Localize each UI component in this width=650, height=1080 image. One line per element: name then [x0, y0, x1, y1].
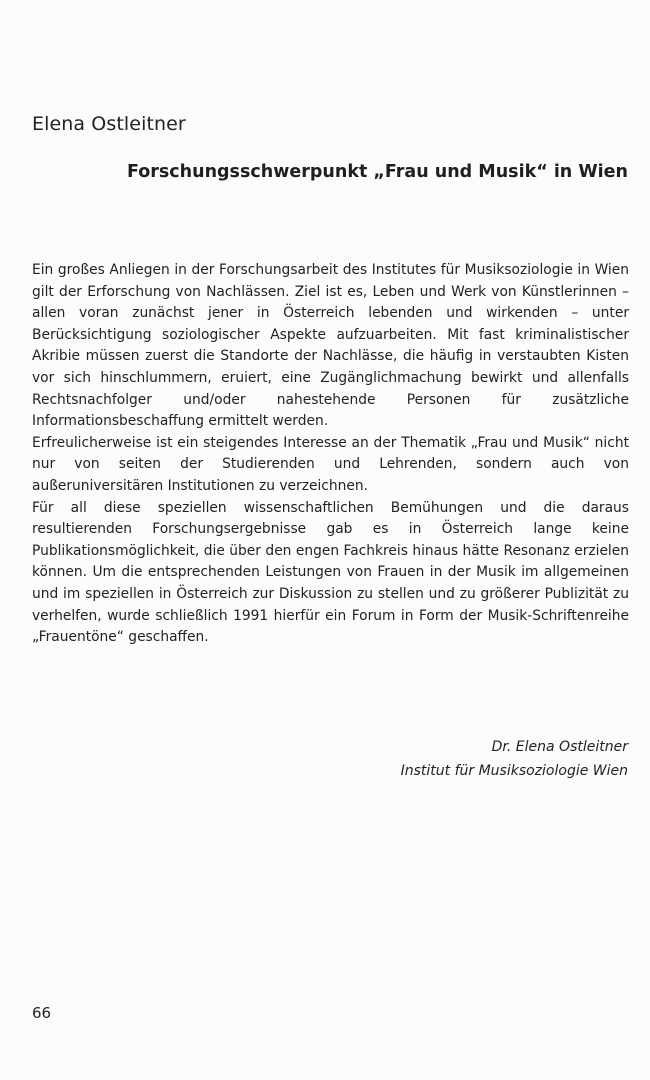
page-number: 66 — [32, 1004, 52, 1022]
page-title: Forschungsschwerpunkt „Frau und Musik“ in Wien — [126, 162, 628, 182]
author-name: Elena Ostleitner — [32, 113, 186, 135]
paragraph: Für all diese speziellen wissenschaftlichen Bemühungen und die daraus resultierenden Forschungsergebnisse gab es in Österreich lange keine Publikationsmöglichkeit, die über den engen Fachkreis hinaus hätte Resonanz erzielen können. Um die entsprechenden Leistungen von Frauen in der Musik im allgemeinen und im speziellen in Österreich zur Diskussion zu stellen und zu größerer Publizität zu verhelfen, wurde schließlich 1991 hierfür ein Forum in Form der Musik-Schriftenreihe „Frauentöne“ geschaffen. — [32, 499, 629, 646]
body-text — [32, 260, 629, 649]
paragraph: Ein großes Anliegen in der Forschungsarbeit des Institutes für Musiksoziologie in Wien gilt der Erforschung von Nachlässen. Ziel ist es, Leben und Werk von Künstlerinnen – allen voran zunächst jener in Österreich lebenden und wirkenden – unter Berücksichtigung soziologischer Aspekte aufzuarbeiten. Mit fast kriminalistischer Akribie müssen zuerst die Standorte der Nachlässe, die häufig in verstaubten Kisten vor sich hinschlummern, eruiert, eine Zugänglichmachung bewirkt und allenfalls Rechtsnachfolger und/oder nahestehende Personen für zusätzliche Informationsbeschaffung ermittelt werden. — [32, 262, 629, 430]
signature-block — [401, 735, 628, 783]
signature-name: Dr. Elena Ostleitner — [491, 739, 628, 755]
signature-institution: Institut für Musiksoziologie Wien — [400, 763, 628, 779]
paragraph: Erfreulicherweise ist ein steigendes Interesse an der Thematik „Frau und Musik“ nicht nur von seiten der Studierenden und Lehrenden, sondern auch von außeruniversitären Institutionen zu verzeichnen. — [32, 434, 629, 494]
